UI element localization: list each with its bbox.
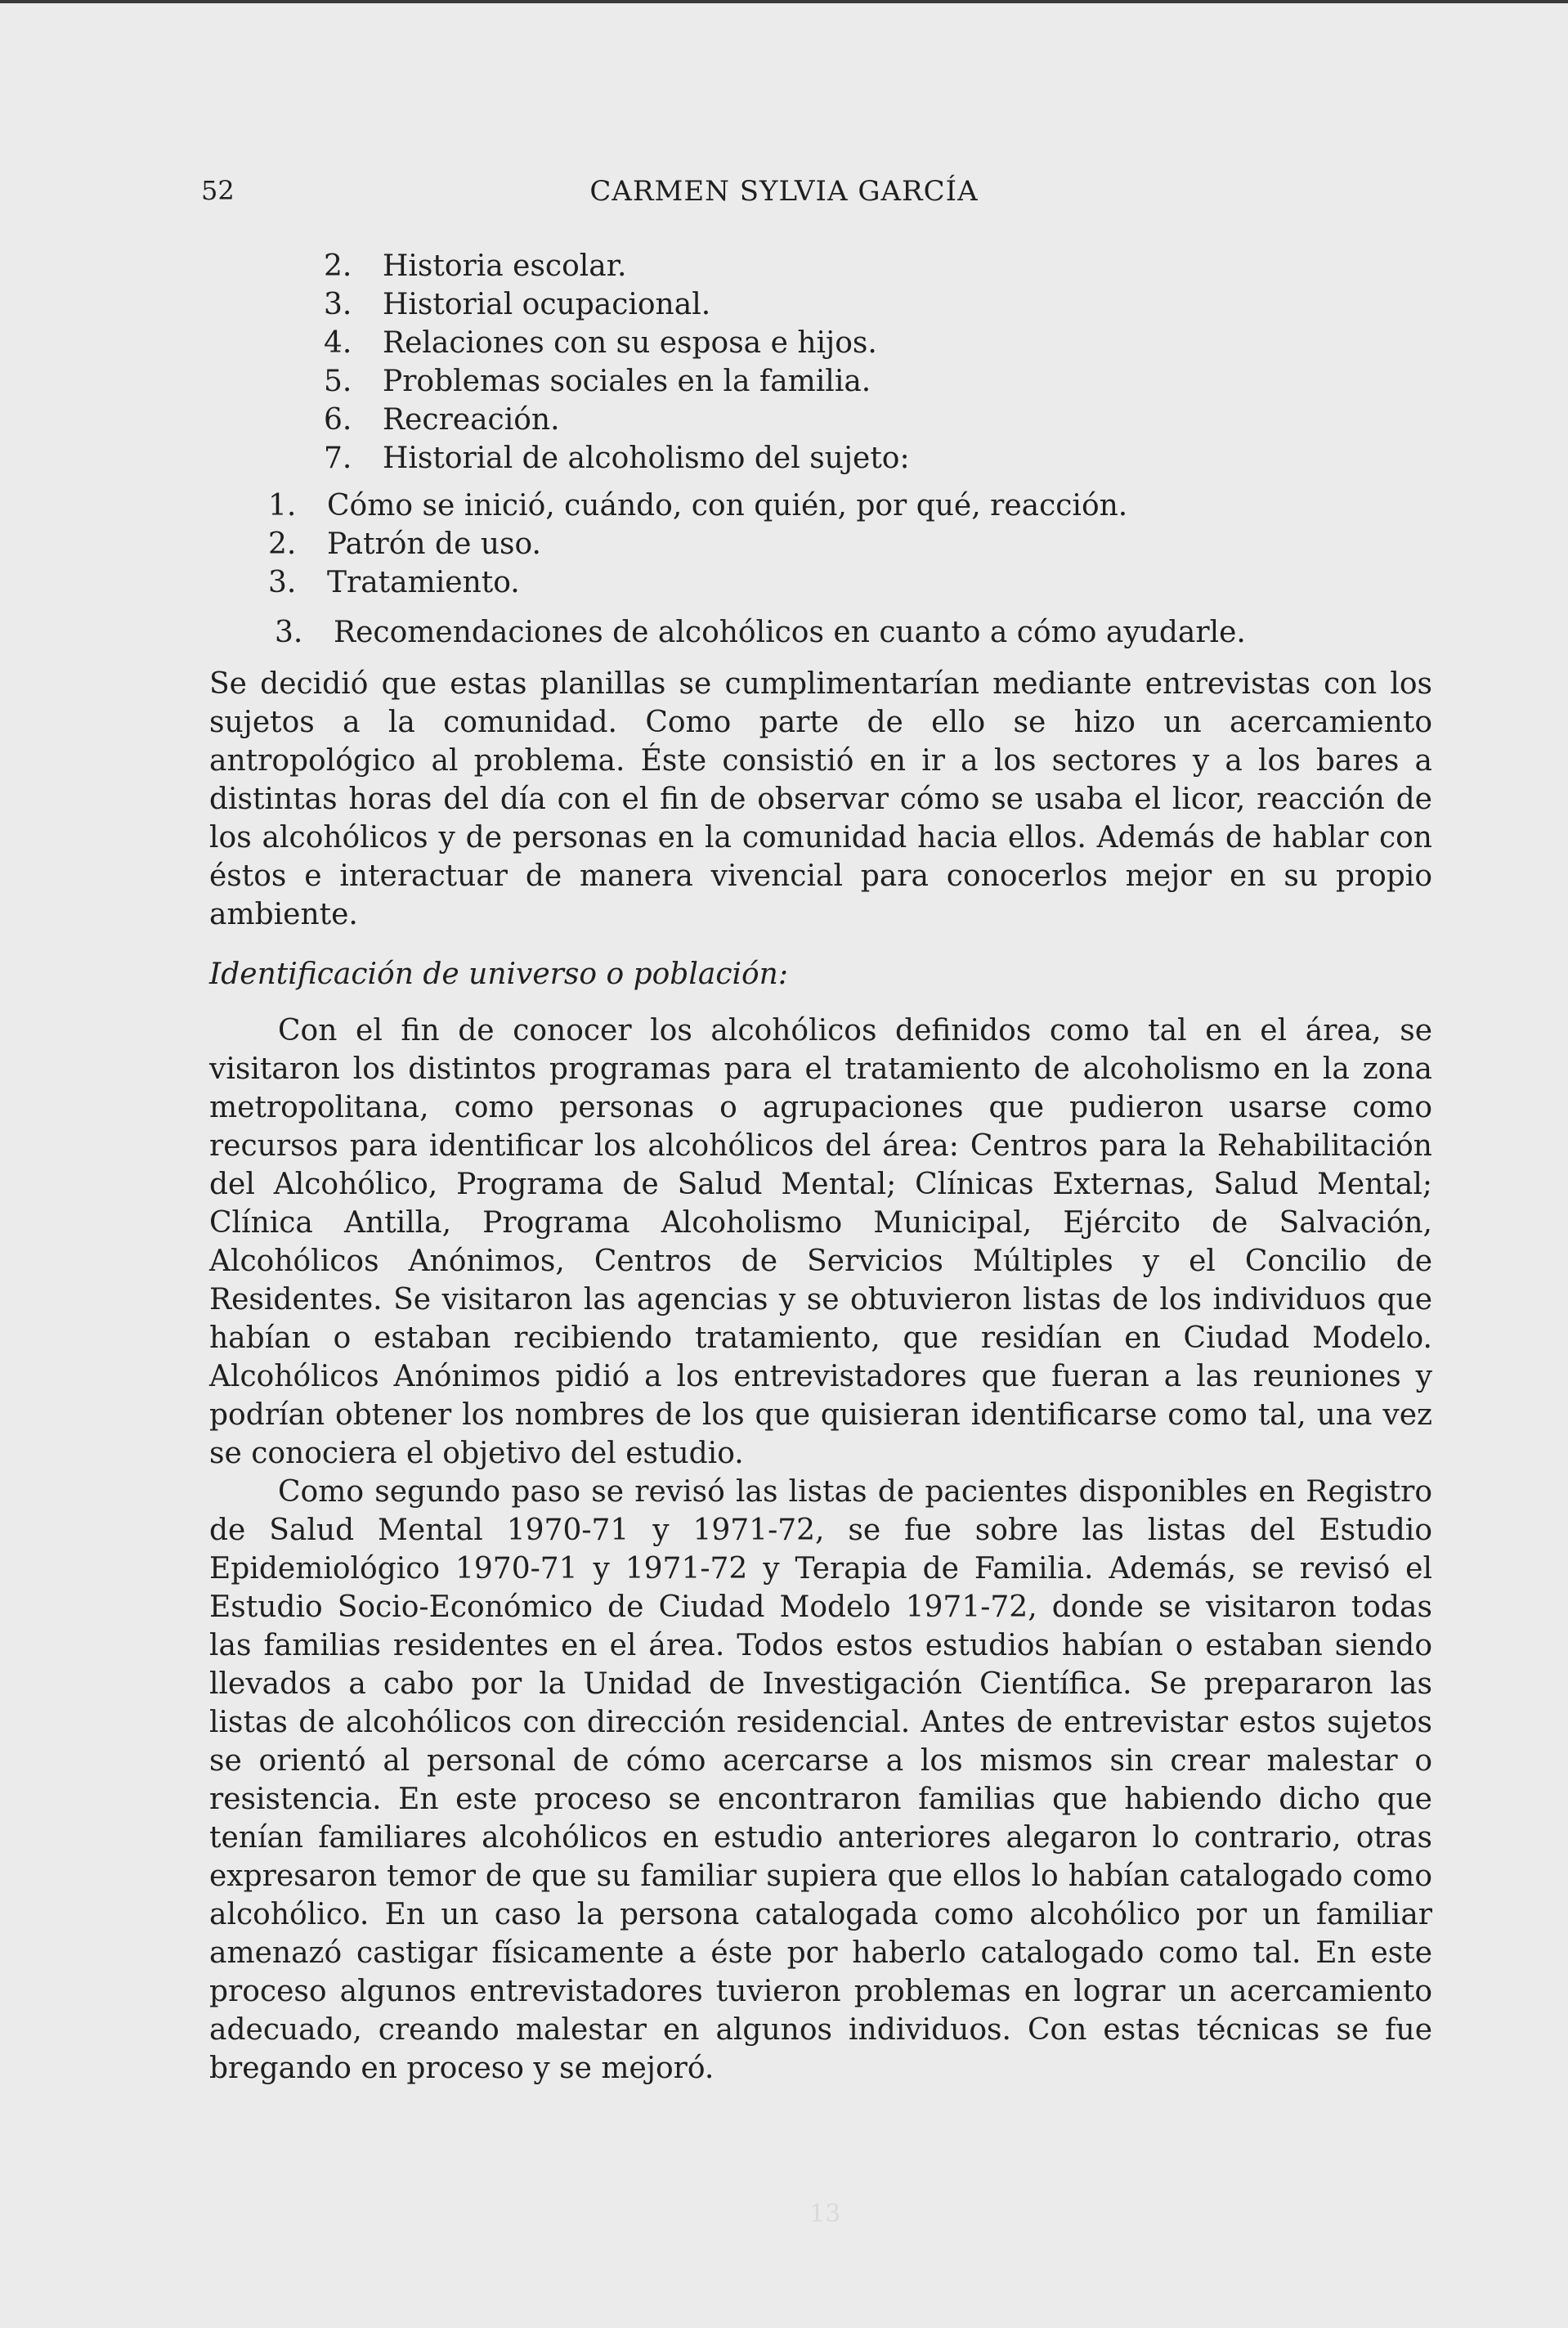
sublist-item [268, 525, 1432, 563]
list-item-text: Relaciones con su esposa e hijos. [383, 326, 877, 360]
faint-page-mark: 13 [809, 2200, 841, 2228]
recommendations-item [275, 613, 1432, 652]
list-item-text: Historial de alcoholismo del sujeto: [383, 442, 910, 475]
sublist-item-number: 2. [268, 527, 297, 561]
page-number: 52 [201, 175, 235, 206]
topic-list [324, 247, 1432, 478]
recommendations-number: 3. [275, 616, 303, 649]
list-item-text: Historial ocupacional. [383, 288, 711, 321]
sublist-item [268, 487, 1432, 525]
page-header [0, 175, 1568, 213]
section-heading: Identificación de universo o población: [209, 958, 788, 991]
sublist-item-text: Cómo se inició, cuándo, con quién, por qué, reacción. [327, 489, 1128, 523]
list-item [324, 401, 1432, 439]
list-item-text: Problemas sociales en la familia. [383, 365, 871, 398]
body-text [209, 247, 1432, 2088]
list-item [324, 285, 1432, 324]
running-head: CARMEN SYLVIA GARCÍA [589, 175, 979, 208]
list-item [324, 362, 1432, 401]
paragraph-second-step: Como segundo paso se revisó las listas de pacientes disponibles en Registro de Salud Mental 1970-71 y 1971-72, se fue sobre las listas del Estudio Epidemiológico 1970-71 y 1971-72 y Terapia de Familia. Además, se revisó el Estudio Socio-Económico de Ciudad Modelo 1971-72, donde se visitaron todas las familias residentes en el área. Todos estos estudios habían o estaban siendo llevados a cabo por la Unidad de Investigación Científica. Se prepararon las listas de alcohólicos con dirección residencial. Antes de entrevistar estos sujetos se orientó al personal de cómo acercarse a los mismos sin crear malestar o resistencia. En este proceso se encontraron familias que habiendo dicho que tenían familiares alcohólicos en estudio anteriores alegaron lo contrario, otras expresaron temor de que su familiar supiera que ellos lo habían catalogado como alcohólico. En un caso la persona catalogada como alcohólico por un familiar amenazó castigar físicamente a éste por haberlo catalogado como tal. En este proceso algunos entrevistadores tuvieron problemas en lograr un acercamiento adecuado, creando malestar en algunos individuos. Con estas técnicas se fue bregando en proceso y se mejoró. [209, 1475, 1432, 2085]
sublist-item-number: 1. [268, 489, 297, 523]
list-item [324, 247, 1432, 285]
list-item-number: 7. [324, 442, 352, 475]
list-item [324, 324, 1432, 362]
list-item-text: Recreación. [383, 403, 560, 437]
sublist-item-number: 3. [268, 566, 297, 599]
top-edge-rule [0, 0, 1568, 3]
paragraph-universe: Con el fin de conocer los alcohólicos definidos como tal en el área, se visitaron los distintos programas para el tratamiento de alcoholismo en la zona metropolitana, como personas o agrupaciones que pudieron usarse como recursos para identificar los alcohólicos del área: Centros para la Rehabilitación del Alcohólico, Programa de Salud Mental; Clínicas Externas, Salud Mental; Clínica Antilla, Programa Alcoholismo Municipal, Ejército de Salvación, Alcohólicos Anónimos, Centros de Servicios Múltiples y el Concilio de Residentes. Se visitaron las agencias y se obtuvieron listas de los individuos que habían o estaban recibiendo tratamiento, que residían en Ciudad Modelo. Alcohólicos Anónimos pidió a los entrevistadores que fueran a las reuniones y podrían obtener los nombres de los que quisieran identificarse como tal, una vez se conociera el objetivo del estudio. [209, 1014, 1432, 1470]
list-item-number: 5. [324, 365, 352, 398]
list-item-text: Historia escolar. [383, 249, 627, 283]
paragraph-interviews: Se decidió que estas planillas se cumplimentarían mediante entrevistas con los sujetos a la comunidad. Como parte de ello se hizo un acercamiento antropológico al problema. Éste consistió en ir a los sectores y a los bares a distintas horas del día con el fin de observar cómo se usaba el licor, reacción de los alcohólicos y de personas en la comunidad hacia ellos. Además de hablar con éstos e interactuar de manera vivencial para conocerlos mejor en su propio ambiente. [209, 667, 1432, 931]
alcoholism-history-sublist [268, 487, 1432, 602]
list-item-number: 3. [324, 288, 352, 321]
sublist-item-text: Patrón de uso. [327, 527, 541, 561]
list-item-number: 2. [324, 249, 352, 283]
sublist-item-text: Tratamiento. [327, 566, 520, 599]
list-item [324, 439, 1432, 478]
sublist-item [268, 563, 1432, 602]
list-item-number: 4. [324, 326, 352, 360]
list-item-number: 6. [324, 403, 352, 437]
recommendations-text: Recomendaciones de alcohólicos en cuanto a cómo ayudarle. [334, 616, 1246, 649]
